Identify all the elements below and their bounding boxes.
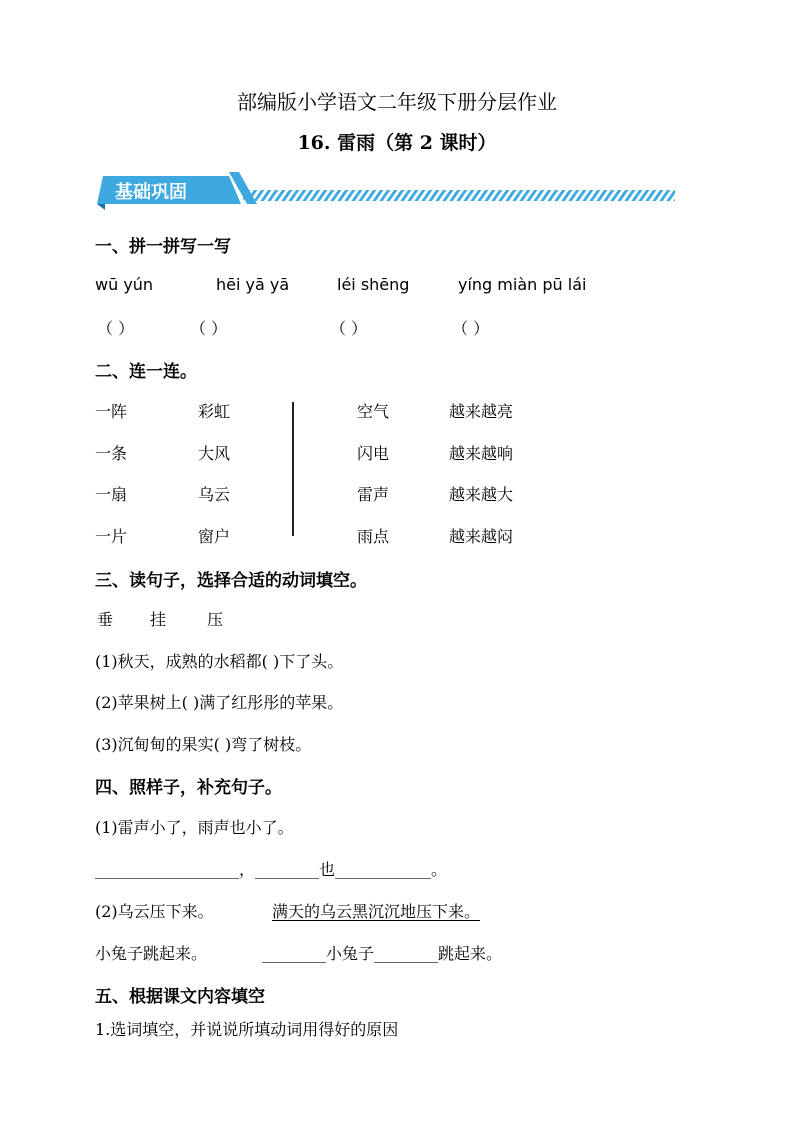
match-phrase-1: 越来越亮 — [449, 402, 514, 421]
example-blank-1: __________________，________也____________。 — [95, 860, 448, 879]
section1-heading: 一、拼一拼写一写 — [95, 237, 231, 257]
match-left-2: 一条 — [95, 444, 128, 463]
lesson-title: 16. 雷雨（第 2 课时） — [297, 132, 497, 154]
match-subject-2: 闪电 — [357, 444, 390, 463]
verb-option-2: 挂 — [150, 610, 167, 629]
column-divider — [292, 402, 294, 536]
answer-bracket-2: （ ） — [190, 319, 228, 338]
match-phrase-2: 越来越响 — [449, 444, 514, 463]
match-noun-3: 乌云 — [198, 485, 231, 504]
document-title: 部编版小学语文二年级下册分层作业 — [237, 90, 557, 114]
pinyin-3: léi shēng — [337, 275, 410, 294]
match-subject-1: 空气 — [357, 402, 390, 421]
answer-bracket-4: （ ） — [452, 319, 490, 338]
match-phrase-3: 越来越大 — [449, 485, 514, 504]
match-subject-3: 雷声 — [357, 485, 390, 504]
verb-option-3: 压 — [207, 610, 224, 629]
section-banner — [93, 170, 683, 212]
fill-sentence-3: (3)沉甸甸的果实( )弯了树枝。 — [95, 735, 312, 754]
example-sentence-1: (1)雷声小了，雨声也小了。 — [95, 818, 294, 837]
verb-option-1: 垂 — [97, 610, 114, 629]
match-noun-1: 彩虹 — [198, 402, 231, 421]
match-left-4: 一片 — [95, 527, 128, 546]
pinyin-2: hēi yā yā — [216, 275, 290, 294]
match-noun-2: 大风 — [198, 444, 231, 463]
match-left-1: 一阵 — [95, 402, 128, 421]
section3-heading: 三、读句子，选择合适的动词填空。 — [95, 571, 367, 591]
section5-heading: 五、根据课文内容填空 — [95, 987, 265, 1007]
section4-heading: 四、照样子，补充句子。 — [95, 778, 282, 798]
pinyin-1: wū yún — [95, 275, 154, 294]
example-sentence-2: (2)乌云压下来。 — [95, 902, 214, 921]
example-sentence-3: 小兔子跳起来。 — [95, 944, 208, 963]
pinyin-4: yíng miàn pū lái — [458, 275, 587, 294]
fill-sentence-1: (1)秋天，成熟的水稻都( )下了头。 — [95, 652, 344, 671]
match-subject-4: 雨点 — [357, 527, 390, 546]
match-noun-4: 窗户 — [198, 527, 231, 546]
fill-sentence-2: (2)苹果树上( )满了红彤彤的苹果。 — [95, 693, 344, 712]
answer-bracket-3: （ ） — [330, 319, 368, 338]
example-answer-2: 满天的乌云黑沉沉地压下来。 — [272, 902, 481, 921]
match-phrase-4: 越来越闷 — [449, 527, 514, 546]
section5-item-1: 1.选词填空，并说说所填动词用得好的原因 — [95, 1020, 399, 1039]
section2-heading: 二、连一连。 — [95, 362, 197, 382]
banner-label: 基础巩固 — [115, 182, 187, 203]
answer-bracket-1: （ ） — [97, 319, 135, 338]
example-blank-3: ________小兔子________跳起来。 — [262, 944, 503, 963]
match-left-3: 一扇 — [95, 485, 128, 504]
